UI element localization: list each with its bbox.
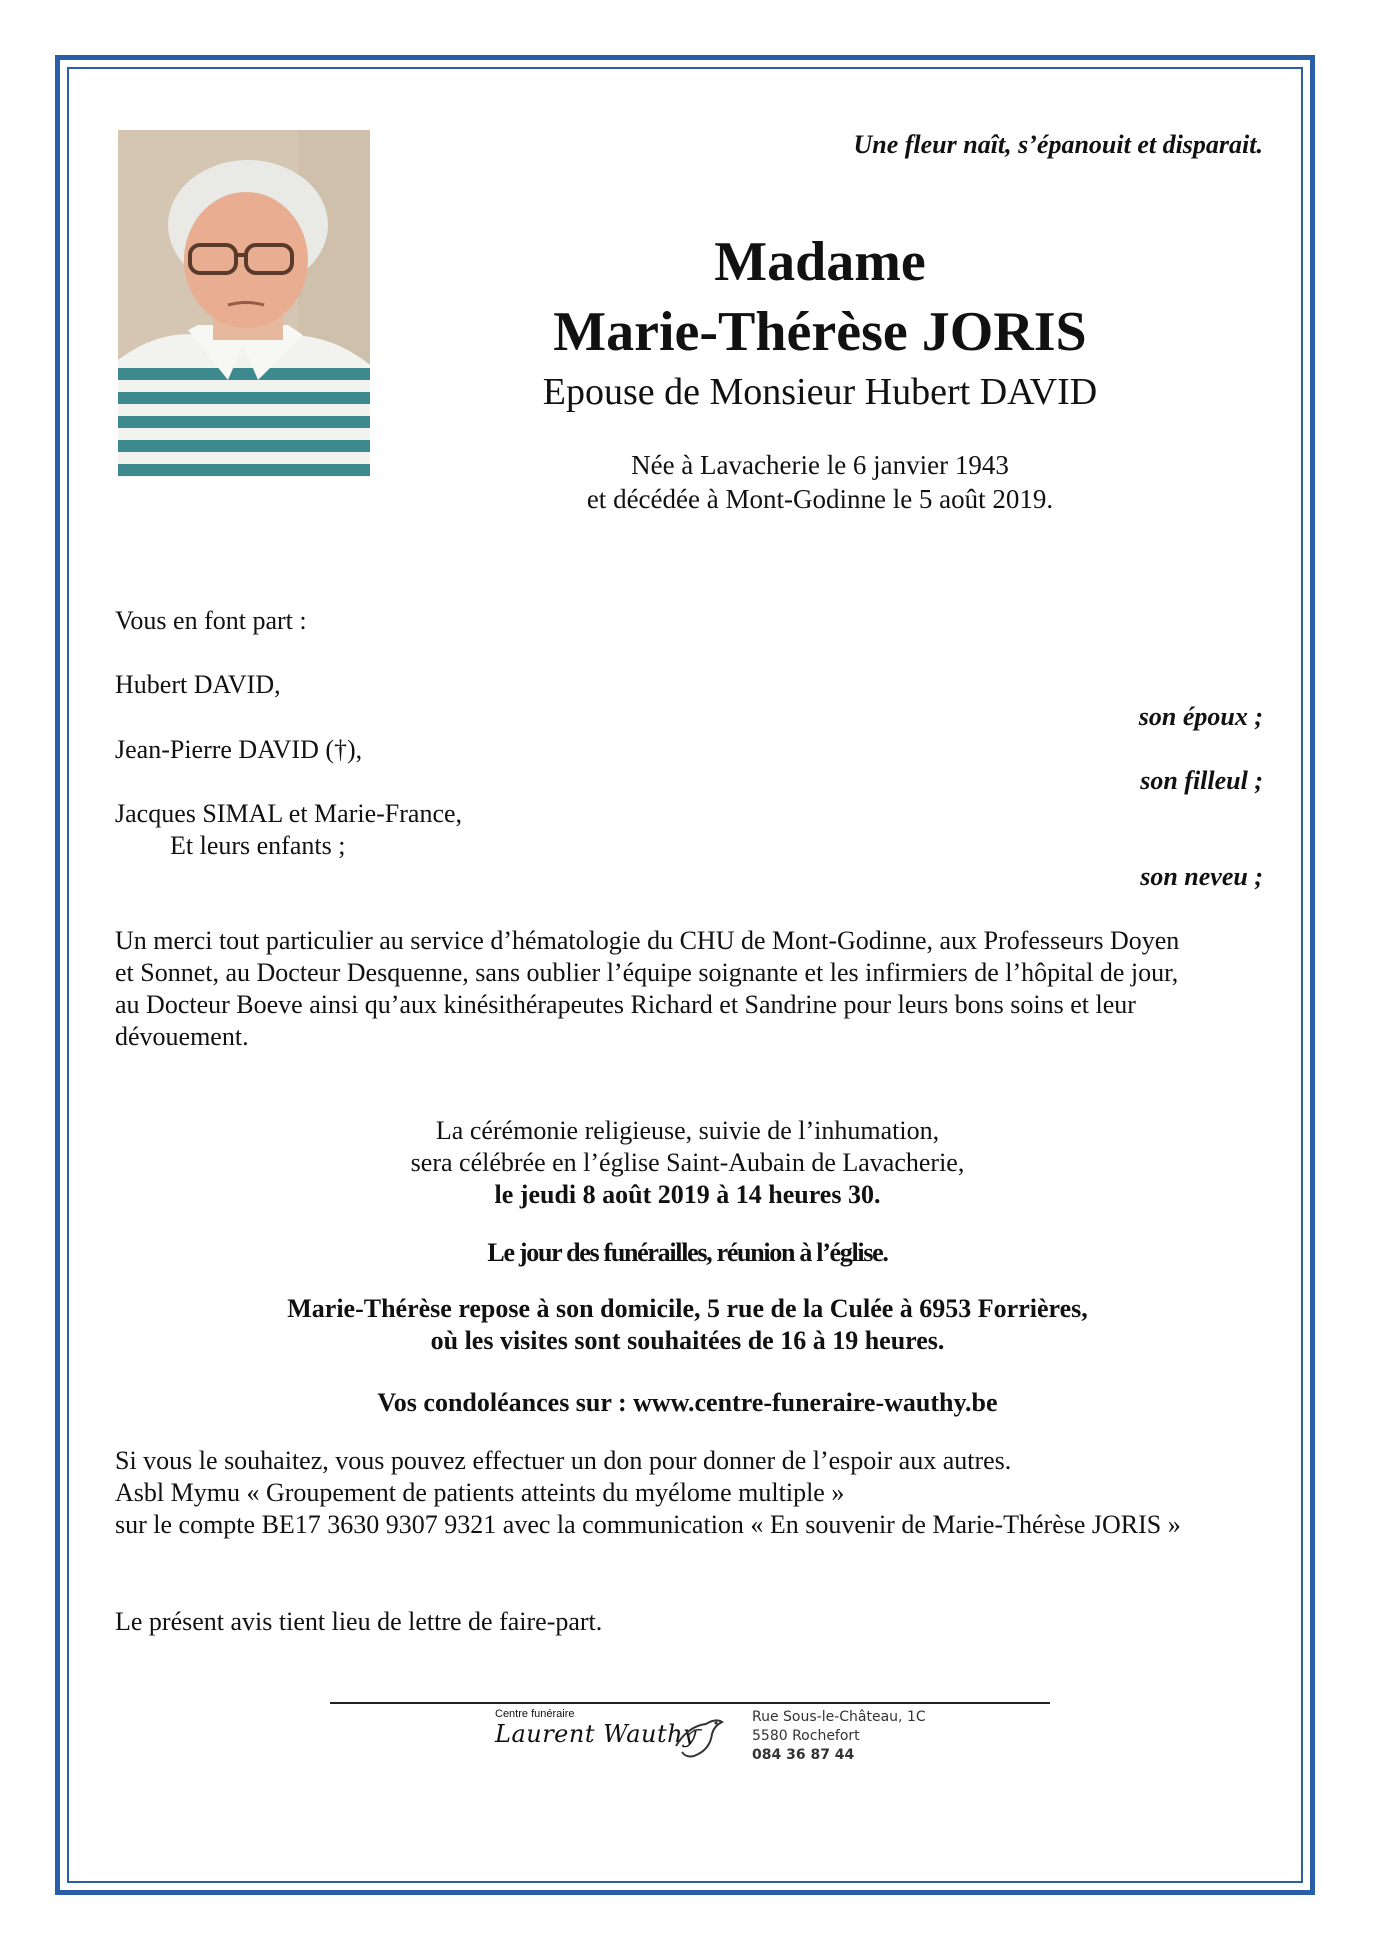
footer-logo-text: Laurent Wauthy [495, 1720, 698, 1748]
address-phone: 084 36 87 44 [752, 1747, 855, 1763]
ceremony-line: La cérémonie religieuse, suivie de l’inhumation, [435, 1116, 940, 1145]
rest-line: Marie-Thérèse repose à son domicile, 5 rue de la Culée à 6953 Forrières, [287, 1294, 1088, 1323]
birth-line: Née à Lavacherie le 6 janvier 1943 [631, 450, 1009, 480]
family-name: Jacques SIMAL et Marie-France, [115, 799, 463, 828]
death-line: et décédée à Mont-Godinne le 5 août 2019. [586, 484, 1054, 514]
thanks-line: et Sonnet, au Docteur Desquenne, sans oublier l’équipe soignante et les infirmiers de l’hôpital de jour, [115, 958, 1179, 987]
family-role: son filleul ; [1140, 766, 1263, 795]
footer-label: Centre funéraire [495, 1708, 575, 1720]
portrait-photo [118, 130, 370, 477]
rest-block [115, 1293, 1260, 1357]
family-name: Hubert DAVID, [115, 670, 281, 699]
family-name: Jean-Pierre DAVID (†), [115, 735, 363, 764]
thanks-line: au Docteur Boeve ainsi qu’aux kinésithérapeutes Richard et Sandrine pour leurs bons soins et leur [115, 990, 1136, 1019]
donation-block [115, 1445, 1260, 1541]
dates-block [400, 448, 1240, 516]
closing-line: Le présent avis tient lieu de lettre de faire-part. [115, 1607, 603, 1636]
announce-line: Vous en font part : [115, 606, 307, 635]
donation-line: Asbl Mymu « Groupement de patients atteints du myélome multiple » [115, 1478, 845, 1507]
motto: Une fleur naît, s’épanouit et disparait. [853, 130, 1263, 159]
thanks-line: dévouement. [115, 1022, 249, 1051]
donation-line: sur le compte BE17 3630 9307 9321 avec la communication « En souvenir de Marie-Thérèse JORIS » [115, 1510, 1181, 1539]
family-role: son neveu ; [1140, 862, 1263, 891]
family-role: son époux ; [1138, 702, 1263, 731]
deceased-name: Marie-Thérèse JORIS [553, 301, 1087, 363]
family-extra: Et leurs enfants ; [170, 831, 346, 860]
address-city: 5580 Rochefort [752, 1728, 860, 1744]
thanks-paragraph [115, 925, 1260, 1053]
thanks-line: Un merci tout particulier au service d’hématologie du CHU de Mont-Godinne, aux Professeurs Doyen [115, 926, 1180, 955]
spouse-line: Epouse de Monsieur Hubert DAVID [542, 371, 1098, 413]
gathering-line: Le jour des funérailles, réunion à l’église. [487, 1238, 888, 1267]
ceremony-line: sera célébrée en l’église Saint-Aubain de Lavacherie, [410, 1148, 965, 1177]
donation-line: Si vous le souhaitez, vous pouvez effectuer un don pour donner de l’espoir aux autres. [115, 1446, 1012, 1475]
ceremony-block [115, 1115, 1260, 1211]
footer-address [752, 1708, 926, 1765]
footer-divider [330, 1702, 1050, 1704]
condolences-line: Vos condoléances sur : www.centre-funeraire-wauthy.be [377, 1388, 998, 1417]
address-street: Rue Sous-le-Château, 1C [752, 1709, 926, 1725]
portrait-illustration [118, 130, 370, 477]
ceremony-datetime: le jeudi 8 août 2019 à 14 heures 30. [494, 1180, 881, 1209]
dove-logo-icon [668, 1706, 728, 1766]
rest-line: où les visites sont souhaitées de 16 à 19 heures. [430, 1326, 945, 1355]
title-madame: Madame [714, 231, 926, 293]
